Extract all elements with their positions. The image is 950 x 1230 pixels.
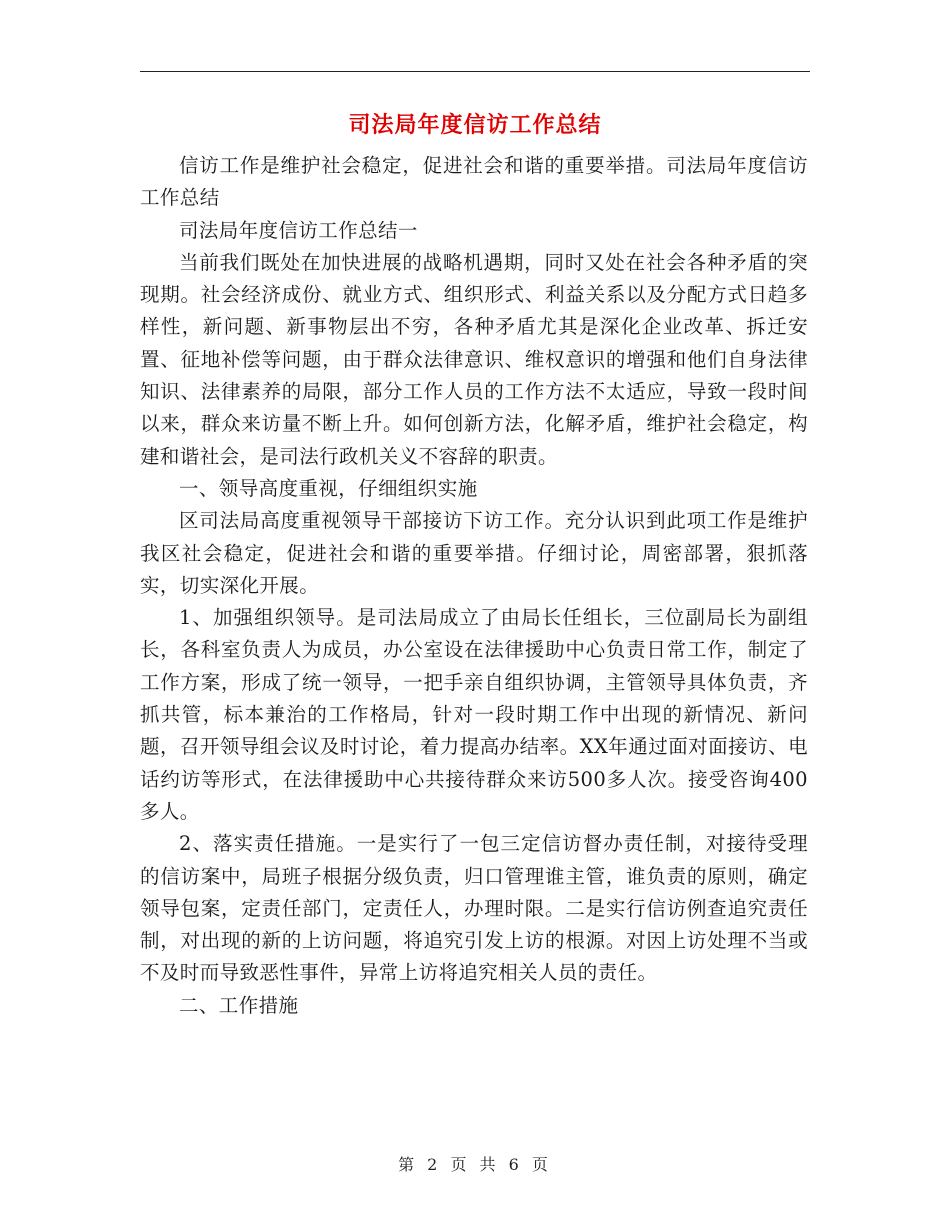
document-body bbox=[140, 150, 808, 1022]
page-number-footer: 第 2 页 共 6 页 bbox=[398, 1155, 552, 1174]
paragraph-section-1: 区司法局高度重视领导干部接访下访工作。充分认识到此项工作是维护我区社会稳定，促进社会和谐的重要举措。仔细讨论，周密部署，狠抓落实，切实深化开展。 bbox=[140, 509, 808, 597]
section-heading-2: 二、工作措施 bbox=[179, 993, 299, 1017]
header-rule bbox=[140, 71, 810, 72]
paragraph-background: 当前我们既处在加快进展的战略机遇期，同时又处在社会各种矛盾的突现期。社会经济成份、就业方式、组织形式、利益关系以及分配方式日趋多样性，新问题、新事物层出不穷，各种矛盾尤其是深化企业改革、拆迁安置、征地补偿等问题，由于群众法律意识、维权意识的增强和他们自身法律知识、法律素养的局限，部分工作人员的工作方法不太适应，导致一段时间以来，群众来访量不断上升。如何创新方法，化解矛盾，维护社会稳定，构建和谐社会，是司法行政机关义不容辞的职责。 bbox=[140, 250, 808, 468]
document-title: 司法局年度信访工作总结 bbox=[348, 113, 602, 138]
paragraph-subtitle: 司法局年度信访工作总结一 bbox=[179, 218, 418, 242]
section-heading-1: 一、领导高度重视，仔细组织实施 bbox=[179, 476, 478, 500]
paragraph-item-2: 2、落实责任措施。一是实行了一包三定信访督办责任制，对接待受理的信访案中，局班子根据分级负责，归口管理谁主管，谁负责的原则，确定领导包案，定责任部门，定责任人，办理时限。二是实行信访例查追究责任制，对出现的新的上访问题，将追究引发上访的根源。对因上访处理不当或不及时而导致恶性事件，异常上访将追究相关人员的责任。 bbox=[140, 832, 808, 985]
paragraph-item-1: 1、加强组织领导。是司法局成立了由局长任组长，三位副局长为副组长，各科室负责人为成员，办公室设在法律援助中心负责日常工作，制定了工作方案，形成了统一领导，一把手亲自组织协调，主管领导具体负责，齐抓共管，标本兼治的工作格局，针对一段时期工作中出现的新情况、新问题，召开领导组会议及时讨论，着力提高办结率。XX年通过面对面接访、电话约访等形式，在法律援助中心共接待群众来访500多人次。接受咨询400多人。 bbox=[140, 606, 808, 823]
paragraph-intro: 信访工作是维护社会稳定，促进社会和谐的重要举措。司法局年度信访工作总结 bbox=[140, 154, 808, 210]
